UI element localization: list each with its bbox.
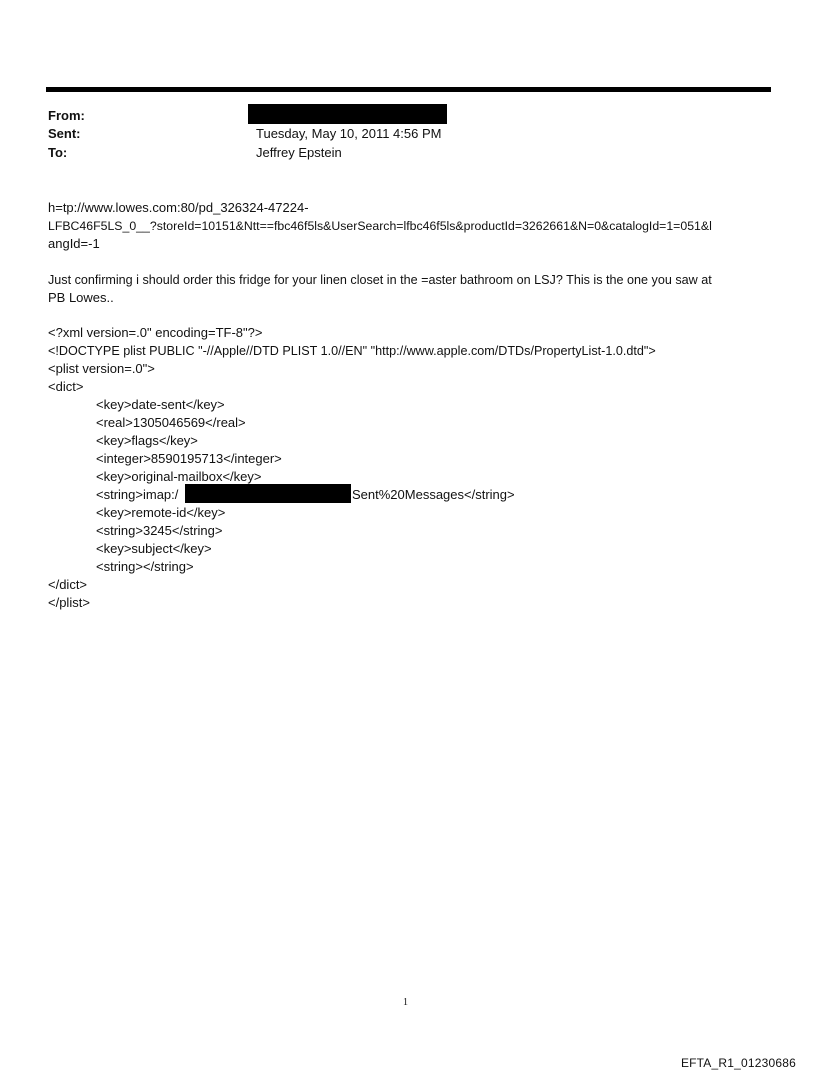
page-number: 1	[403, 997, 408, 1008]
doctype-line: <!DOCTYPE plist PUBLIC "-//Apple//DTD PLIST 1.0//EN" "http://www.apple.com/DTDs/PropertyList-1.0.dtd">	[48, 344, 656, 358]
to-label: To:	[48, 145, 68, 160]
url-line-2: LFBC46F5LS_0__?storeId=10151&Ntt==fbc46f5ls&UserSearch=lfbc46f5ls&productId=3262661&N=0&catalogId=1=051&l	[48, 219, 712, 233]
dict-line: <key>date-sent</key>	[96, 397, 225, 412]
dict-line: <key>flags</key>	[96, 433, 198, 448]
dict-line: <key>subject</key>	[96, 541, 212, 556]
to-value: Jeffrey Epstein	[256, 145, 342, 160]
dict-line: <integer>8590195713</integer>	[96, 451, 282, 466]
dict-close: </dict>	[48, 577, 88, 592]
sent-value: Tuesday, May 10, 2011 4:56 PM	[256, 126, 442, 141]
xml-declaration: <?xml version=.0" encoding=TF-8"?>	[48, 325, 263, 340]
mailbox-string-end: Sent%20Messages</string>	[352, 487, 515, 502]
redacted-from-value	[248, 104, 447, 124]
dict-line: <key>remote-id</key>	[96, 505, 226, 520]
dict-line: <string>3245</string>	[96, 523, 223, 538]
plist-close: </plist>	[48, 595, 90, 610]
message-line-2: PB Lowes..	[48, 290, 114, 305]
dict-line: <real>1305046569</real>	[96, 415, 246, 430]
from-label: From:	[48, 108, 85, 123]
sent-label: Sent:	[48, 126, 81, 141]
plist-open: <plist version=.0">	[48, 361, 155, 376]
dict-open: <dict>	[48, 379, 84, 394]
url-line-3: angId=-1	[48, 236, 100, 251]
document-id: EFTA_R1_01230686	[680, 1056, 796, 1070]
dict-line: <key>original-mailbox</key>	[96, 469, 262, 484]
redacted-mailbox-path	[185, 484, 351, 503]
message-line-1: Just confirming i should order this fridge for your linen closet in the =aster bathroom on LSJ? This is the one you saw at	[48, 273, 712, 287]
url-line-1: h=tp://www.lowes.com:80/pd_326324-47224-	[48, 200, 309, 215]
dict-line: <string></string>	[96, 559, 194, 574]
header-rule	[46, 87, 771, 92]
mailbox-string-start: <string>imap:/	[96, 487, 179, 502]
